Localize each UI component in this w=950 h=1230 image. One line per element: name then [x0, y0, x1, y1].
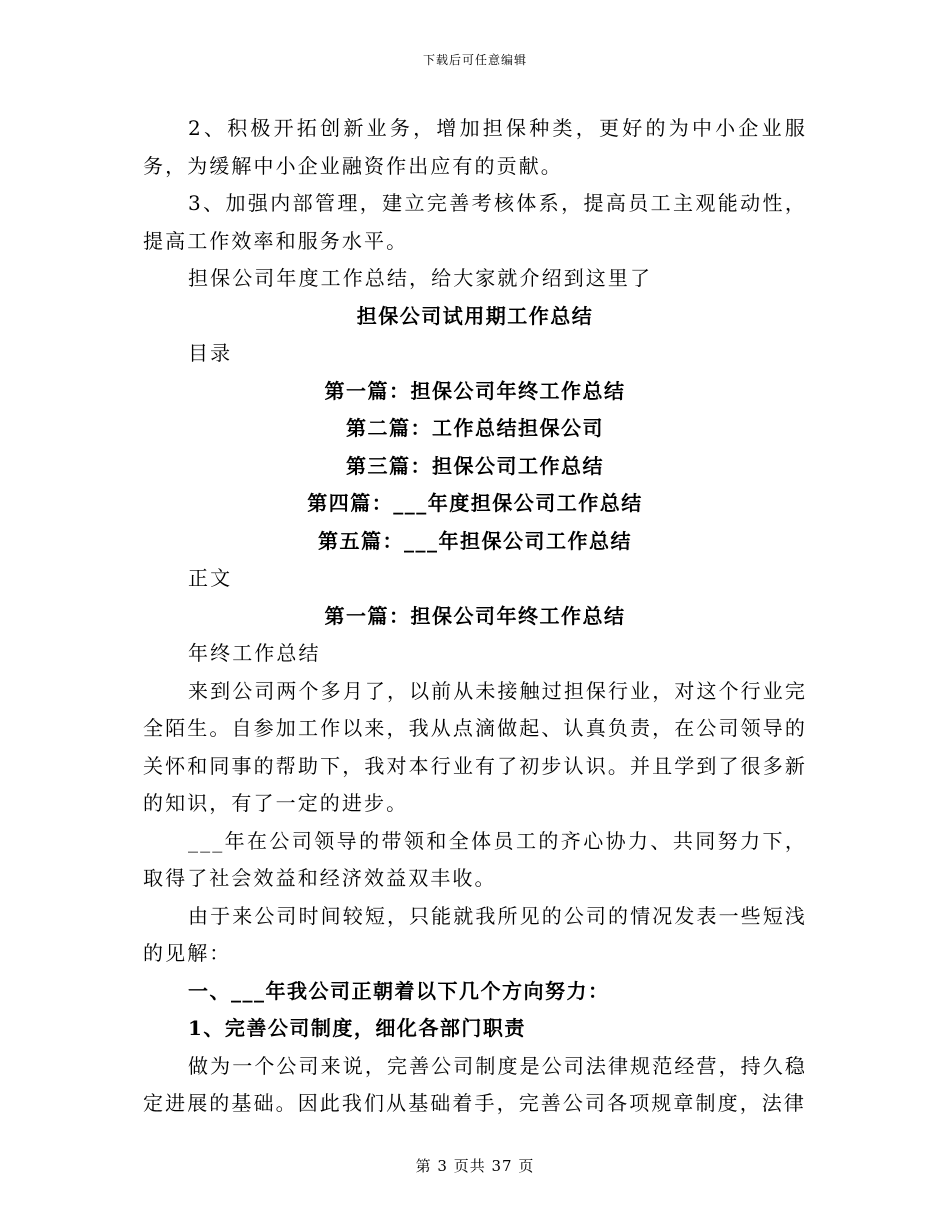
toc-item: 第二篇：工作总结担保公司 [346, 416, 604, 440]
paragraph-achievement: ___年在公司领导的带领和全体员工的齐心协力、共同努力下，取得了社会效益和经济效益双丰收。 [143, 828, 807, 890]
toc-label: 目录 [188, 341, 233, 365]
paragraph-point-3: 3、加强内部管理，建立完善考核体系，提高员工主观能动性，提高工作效率和服务水平。 [143, 191, 807, 253]
page-footer: 第 3 页共 37 页 [415, 1157, 535, 1175]
paragraph-point-2: 2、积极开拓创新业务，增加担保种类，更好的为中小企业服务，为缓解中小企业融资作出应有的贡献。 [143, 116, 807, 178]
document-title: 担保公司试用期工作总结 [356, 303, 594, 328]
paragraph-closing: 担保公司年度工作总结，给大家就介绍到这里了 [188, 266, 653, 290]
toc-item: 第五篇：___年担保公司工作总结 [318, 528, 632, 553]
heading-direction: 一、___年我公司正朝着以下几个方向努力： [188, 978, 610, 1003]
page-header: 下载后可任意编辑 [422, 53, 527, 67]
section-title: 第一篇：担保公司年终工作总结 [324, 603, 626, 628]
toc-item: 第三篇：担保公司工作总结 [346, 453, 604, 478]
body-label: 正文 [188, 566, 233, 590]
paragraph-subtitle: 年终工作总结 [188, 641, 321, 665]
document-body [143, 110, 807, 1123]
toc-item: 第一篇：担保公司年终工作总结 [324, 378, 626, 403]
heading-system: 1、完善公司制度，细化各部门职责 [188, 1016, 526, 1040]
table-of-contents [143, 373, 807, 561]
paragraph-system: 做为一个公司来说，完善公司制度是公司法律规范经营，持久稳定进展的基础。因此我们从基础着手，完善公司各项规章制度，法律 [143, 1053, 807, 1115]
paragraph-opinion: 由于来公司时间较短，只能就我所见的公司的情况发表一些短浅的见解： [143, 903, 807, 965]
toc-item: 第四篇：___年度担保公司工作总结 [307, 491, 643, 515]
paragraph-intro: 来到公司两个多月了，以前从未接触过担保行业，对这个行业完全陌生。自参加工作以来，我从点滴做起、认真负责，在公司领导的关怀和同事的帮助下，我对本行业有了初步认识。并且学到了很多新的知识，有了一定的进步。 [143, 678, 807, 815]
